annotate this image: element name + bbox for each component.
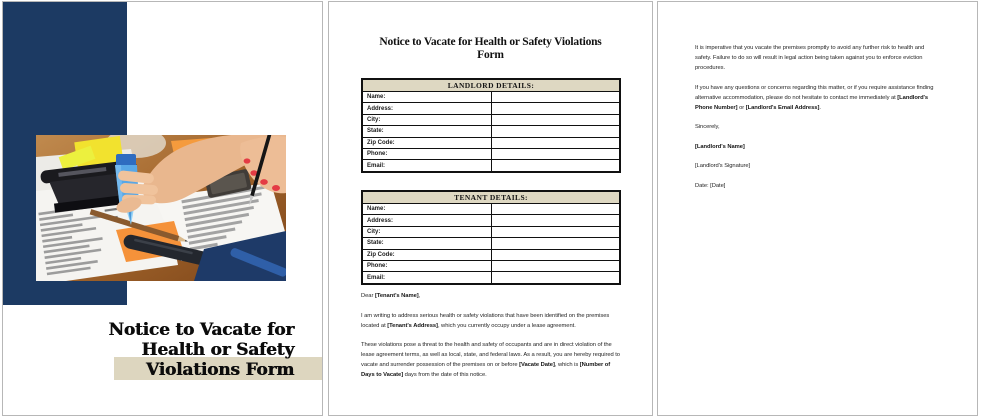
- table-row: Address:: [362, 215, 620, 226]
- landlord-details-header: LANDLORD DETAILS:: [362, 79, 620, 92]
- table-row: Email:: [362, 272, 620, 284]
- notice-paragraph: I am writing to address serious health or safety violations that have been identified on the premises located at [Tenant's Address], which you currently occupy under a lease agreement.: [361, 312, 610, 329]
- closing-paragraph: It is imperative that you vacate the premises promptly to avoid any further risk to health and safety. Failure to do so will result in legal action being taken against you to enforce eviction procedures.: [695, 45, 925, 71]
- tenant-address-field[interactable]: [491, 215, 620, 226]
- closing-body-text: [695, 43, 941, 200]
- tenant-details-header: TENANT DETAILS:: [362, 191, 620, 204]
- form-title: Notice to Vacate for Health or Safety Violations Form: [379, 36, 602, 61]
- date-line: Date: [Date]: [695, 182, 726, 189]
- notice-body-text: [361, 291, 622, 390]
- landlord-email-field[interactable]: [491, 160, 620, 172]
- closing-paragraph: If you have any questions or concerns regarding this matter, or if you require assistance finding alternative accommodation, please do not hesitate to contact me immediately at [Landlord's Phone Number] or [Landlord's Email Address].: [695, 84, 934, 111]
- landlord-state-field[interactable]: [491, 126, 620, 137]
- table-row: Name:: [362, 92, 620, 103]
- landlord-city-field[interactable]: [491, 114, 620, 125]
- landlord-details-table: [361, 78, 621, 173]
- tenant-state-field[interactable]: [491, 238, 620, 249]
- cover-photo: [36, 135, 286, 281]
- table-row: City:: [362, 226, 620, 237]
- salutation: Dear [Tenant's Name],: [361, 293, 421, 299]
- table-row: Phone:: [362, 260, 620, 271]
- table-row: Address:: [362, 103, 620, 114]
- table-row: Email:: [362, 160, 620, 172]
- tenant-city-field[interactable]: [491, 226, 620, 237]
- table-row: State:: [362, 238, 620, 249]
- landlord-phone-field[interactable]: [491, 148, 620, 159]
- landlord-zip-field[interactable]: [491, 137, 620, 148]
- landlord-name-line: [Landlord's Name]: [695, 143, 745, 150]
- tenant-zip-field[interactable]: [491, 249, 620, 260]
- notice-paragraph: These violations pose a threat to the health and safety of occupants and are in direct violation of the lease agreement terms, as well as local, state, and federal laws. As a result, you are hereby required to vacate and surrender possession of the premises on or before [Vacate Date], which is [Number of Days to Vacate] days from the date of this notice.: [361, 342, 620, 378]
- page-2-form: [328, 1, 653, 416]
- tenant-details-table: [361, 190, 621, 285]
- cover-title-line: Health or Safety: [141, 340, 294, 360]
- page-1-cover: [2, 1, 323, 416]
- table-row: City:: [362, 114, 620, 125]
- table-row: Phone:: [362, 148, 620, 159]
- table-row: Zip Code:: [362, 137, 620, 148]
- landlord-signature-line: [Landlord's Signature]: [695, 163, 751, 169]
- sign-off: Sincerely,: [695, 124, 720, 130]
- cover-title-line: Notice to Vacate for: [108, 320, 294, 340]
- table-row: Zip Code:: [362, 249, 620, 260]
- cover-title: [3, 320, 294, 380]
- landlord-name-field[interactable]: [491, 92, 620, 103]
- tenant-phone-field[interactable]: [491, 260, 620, 271]
- page-3-closing: [657, 1, 978, 416]
- table-row: Name:: [362, 204, 620, 215]
- landlord-address-field[interactable]: [491, 103, 620, 114]
- table-row: State:: [362, 126, 620, 137]
- cover-title-line: Violations Form: [145, 360, 294, 380]
- tenant-name-field[interactable]: [491, 204, 620, 215]
- tenant-email-field[interactable]: [491, 272, 620, 284]
